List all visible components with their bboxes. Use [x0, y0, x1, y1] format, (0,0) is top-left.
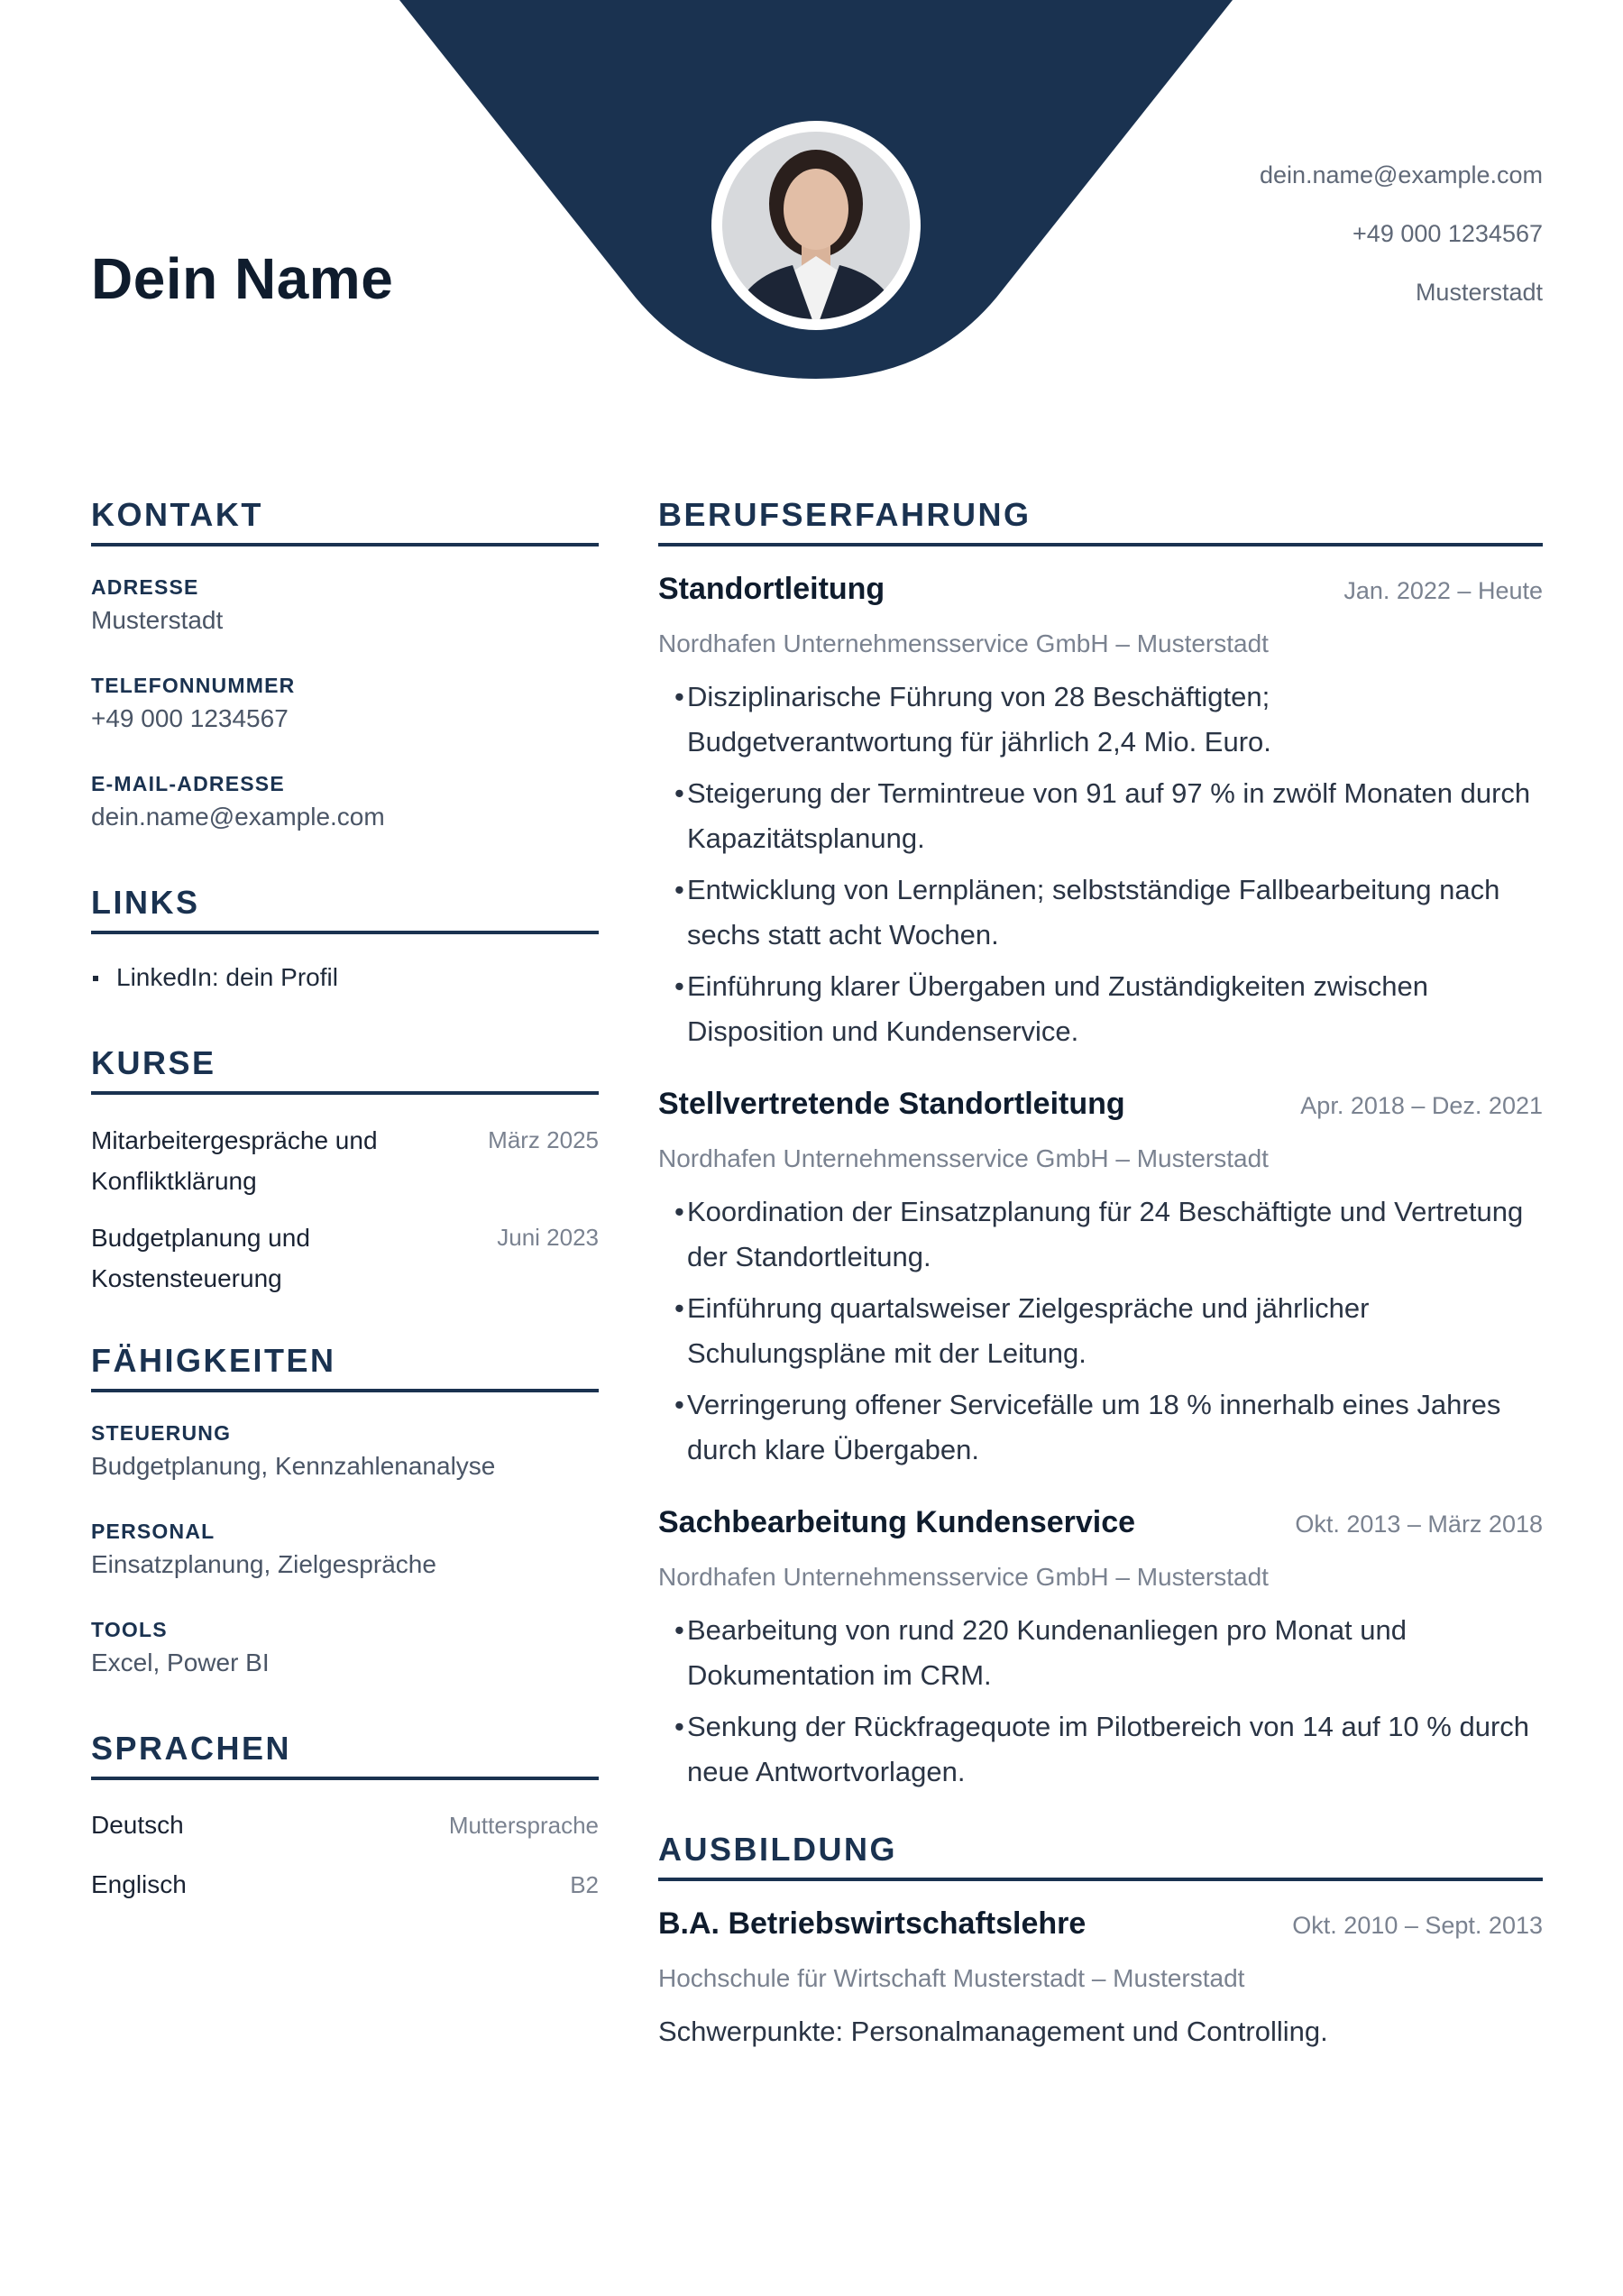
contact-value: Musterstadt — [91, 606, 224, 634]
language-name: Englisch — [91, 1870, 187, 1898]
job-bullets — [658, 1189, 1543, 1473]
job-header — [658, 1087, 1543, 1139]
school-name: Hochschule für Wirtschaft Musterstadt – Musterstadt — [658, 1964, 1245, 1992]
linkedin-link[interactable]: LinkedIn: dein Profil — [91, 960, 599, 999]
bullet-dot: • — [674, 874, 684, 905]
right-column — [658, 492, 1543, 2087]
bullet-text: Entwicklung von Lernplänen; selbstständige Fallbearbeitung nach sechs statt acht Wochen. — [687, 874, 1500, 951]
job-header — [658, 1505, 1543, 1557]
course-item — [91, 1217, 599, 1299]
courses-section-title: KURSE — [91, 1044, 216, 1081]
education-section-title: AUSBILDUNG — [658, 1831, 897, 1868]
left-column — [91, 492, 599, 1924]
job-title: Sachbearbeitung Kundenservice — [658, 1505, 1136, 1539]
bullet-text: Disziplinarische Führung von 28 Beschäftigten; Budgetverantwortung für jährlich 2,4 Mio. Euro. — [687, 681, 1271, 758]
skill-value: Einsatzplanung, Zielgespräche — [91, 1550, 436, 1578]
contact-item — [91, 768, 599, 839]
bullet-dot: • — [674, 777, 684, 809]
language-item — [91, 1865, 599, 1924]
bullet-dot: • — [674, 1389, 684, 1420]
course-date: Juni 2023 — [497, 1224, 599, 1251]
job-bullet — [658, 868, 1543, 958]
section-divider — [658, 543, 1543, 546]
skill-value: Budgetplanung, Kennzahlenanalyse — [91, 1452, 496, 1480]
job-company: Nordhafen Unternehmensservice GmbH – Musterstadt — [658, 1144, 1269, 1172]
education-entry — [658, 1906, 1543, 2054]
job-bullets — [658, 1608, 1543, 1795]
section-divider — [91, 931, 599, 934]
language-name: Deutsch — [91, 1811, 184, 1839]
bullet-text: Einführung klarer Übergaben und Zuständigkeiten zwischen Disposition und Kundenservice. — [687, 970, 1428, 1047]
course-name: Mitarbeitergespräche und Konfliktklärung — [91, 1126, 378, 1195]
header-city: Musterstadt — [1415, 279, 1543, 306]
bullet-dot: • — [674, 1711, 684, 1742]
bullet-text: Steigerung der Termintreue von 91 auf 97 % in zwölf Monaten durch Kapazitätsplanung. — [687, 777, 1531, 854]
language-item — [91, 1805, 599, 1865]
header-contact — [1260, 157, 1543, 333]
section-divider — [658, 1878, 1543, 1881]
course-date: März 2025 — [488, 1126, 599, 1153]
bullet-dot: • — [674, 681, 684, 712]
contact-label: E-MAIL-ADRESSE — [91, 772, 285, 795]
skill-value: Excel, Power BI — [91, 1649, 270, 1676]
contact-label: TELEFONNUMMER — [91, 674, 296, 697]
section-divider — [91, 1091, 599, 1095]
bullet-dot: • — [674, 1614, 684, 1646]
skill-label: PERSONAL — [91, 1520, 215, 1543]
skill-item — [91, 1614, 599, 1685]
header-email[interactable]: dein.name@example.com — [1259, 161, 1543, 188]
job-entry — [658, 1087, 1543, 1473]
links-section-title: LINKS — [91, 884, 200, 921]
job-company: Nordhafen Unternehmensservice GmbH – Musterstadt — [658, 1563, 1269, 1591]
section-divider — [91, 1777, 599, 1780]
contact-section-title: KONTAKT — [91, 496, 263, 533]
contact-item — [91, 670, 599, 740]
education-header — [658, 1906, 1543, 1959]
contact-list — [91, 572, 599, 839]
job-bullet — [658, 1382, 1543, 1473]
section-divider — [91, 1389, 599, 1392]
job-company: Nordhafen Unternehmensservice GmbH – Musterstadt — [658, 629, 1269, 657]
contact-item — [91, 572, 599, 642]
skill-label: STEUERUNG — [91, 1421, 232, 1445]
education-date: Okt. 2010 – Sept. 2013 — [1292, 1912, 1543, 1939]
course-item — [91, 1120, 599, 1201]
job-bullet — [658, 1704, 1543, 1795]
job-date: Apr. 2018 – Dez. 2021 — [1300, 1092, 1543, 1119]
job-bullet — [658, 771, 1543, 861]
bullet-text: Senkung der Rückfragequote im Pilotbereich von 14 auf 10 % durch neue Antwortvorlagen. — [687, 1711, 1530, 1787]
job-bullet — [658, 675, 1543, 765]
candidate-name: Dein Name — [91, 246, 394, 311]
contact-value[interactable]: dein.name@example.com — [91, 803, 385, 831]
bullet-dot: • — [674, 1196, 684, 1227]
bullet-dot: • — [674, 970, 684, 1002]
job-bullet — [658, 1189, 1543, 1280]
skill-label: TOOLS — [91, 1618, 168, 1641]
job-bullets — [658, 675, 1543, 1054]
profile-photo — [711, 121, 921, 330]
job-title: Standortleitung — [658, 572, 885, 606]
education-focus: Schwerpunkte: Personalmanagement und Controlling. — [658, 2016, 1328, 2047]
contact-value[interactable]: +49 000 1234567 — [91, 704, 289, 732]
job-title: Stellvertretende Standortleitung — [658, 1087, 1125, 1121]
bullet-text: Bearbeitung von rund 220 Kundenanliegen pro Monat und Dokumentation im CRM. — [687, 1614, 1408, 1691]
header-phone[interactable]: +49 000 1234567 — [1352, 220, 1543, 247]
language-level: B2 — [570, 1871, 599, 1898]
bullet-dot: • — [674, 1292, 684, 1324]
languages-section-title: SPRACHEN — [91, 1730, 292, 1767]
section-divider — [91, 543, 599, 546]
bullet-text: Einführung quartalsweiser Zielgespräche und jährlicher Schulungspläne mit der Leitung. — [687, 1292, 1370, 1369]
experience-section-title: BERUFSERFAHRUNG — [658, 496, 1032, 533]
skills-section-title: FÄHIGKEITEN — [91, 1342, 336, 1379]
job-bullet — [658, 1608, 1543, 1698]
job-entry — [658, 1505, 1543, 1795]
skills-list — [91, 1418, 599, 1685]
degree-title: B.A. Betriebswirtschaftslehre — [658, 1906, 1087, 1941]
course-name: Budgetplanung und Kostensteuerung — [91, 1224, 310, 1292]
job-bullet — [658, 964, 1543, 1054]
job-date: Okt. 2013 – März 2018 — [1295, 1511, 1543, 1538]
language-level: Muttersprache — [448, 1812, 599, 1839]
job-header — [658, 572, 1543, 624]
bullet-text: Verringerung offener Servicefälle um 18 % innerhalb eines Jahres durch klare Übergaben. — [687, 1389, 1501, 1465]
job-entry — [658, 572, 1543, 1054]
bullet-text: Koordination der Einsatzplanung für 24 Beschäftigte und Vertretung der Standortleitung. — [687, 1196, 1524, 1272]
contact-label: ADRESSE — [91, 575, 199, 599]
skill-item — [91, 1516, 599, 1586]
job-date: Jan. 2022 – Heute — [1343, 577, 1543, 604]
job-bullet — [658, 1286, 1543, 1376]
skill-item — [91, 1418, 599, 1488]
